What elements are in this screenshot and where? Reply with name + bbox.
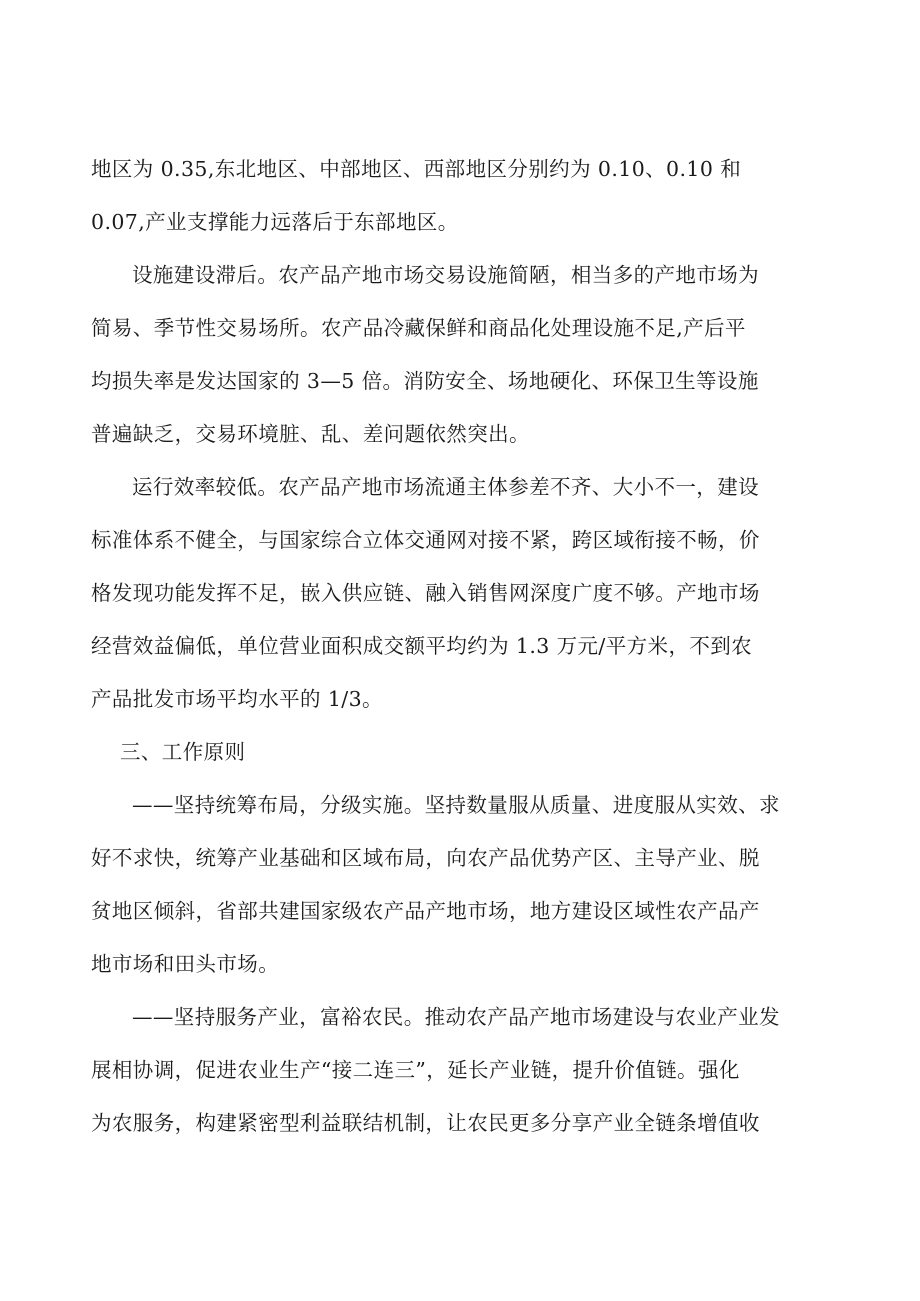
- paragraph-efficiency-line-3: 格发现功能发挥不足，嵌入供应链、融入销售网深度广度不够。产地市场: [91, 581, 760, 605]
- principle-1-line-4: 地市场和田头市场。: [91, 952, 280, 976]
- principle-2-line-1: ——坚持服务产业，富裕农民。推动农产品产地市场建设与农业产业发: [132, 1005, 780, 1029]
- principle-2-line-3: 为农服务，构建紧密型利益联结机制，让农民更多分享产业全链条增值收: [91, 1111, 760, 1135]
- paragraph-facilities-line-2: 简易、季节性交易场所。农产品冷藏保鲜和商品化处理设施不足,产后平: [91, 316, 746, 340]
- paragraph-efficiency-line-5: 产品批发市场平均水平的 1/3。: [91, 687, 383, 711]
- principle-1-line-3: 贫地区倾斜，省部共建国家级农产品产地市场，地方建设区域性农产品产: [91, 899, 760, 923]
- paragraph-facilities-line-3: 均损失率是发达国家的 3—5 倍。消防安全、场地硬化、环保卫生等设施: [91, 369, 759, 393]
- principle-2-line-2: 展相协调，促进农业生产“接二连三”，延长产业链，提升价值链。强化: [91, 1058, 740, 1082]
- paragraph-efficiency-line-2: 标准体系不健全，与国家综合立体交通网对接不紧，跨区域衔接不畅，价: [91, 528, 760, 552]
- paragraph-efficiency-line-4: 经营效益偏低，单位营业面积成交额平均约为 1.3 万元/平方米，不到农: [91, 634, 753, 658]
- paragraph-intro-line-1: 地区为 0.35,东北地区、中部地区、西部地区分别约为 0.10、0.10 和: [91, 157, 742, 181]
- principle-1-line-2: 好不求快，统筹产业基础和区域布局，向农产品优势产区、主导产业、脱: [91, 846, 760, 870]
- paragraph-facilities-line-4: 普遍缺乏，交易环境脏、乱、差问题依然突出。: [91, 422, 530, 446]
- paragraph-efficiency-line-1: 运行效率较低。农产品产地市场流通主体参差不齐、大小不一，建设: [132, 475, 759, 499]
- paragraph-intro-line-2: 0.07,产业支撑能力远落后于东部地区。: [91, 210, 459, 234]
- principle-1-line-1: ——坚持统筹布局，分级实施。坚持数量服从质量、进度服从实效、求: [132, 793, 780, 817]
- paragraph-facilities-line-1: 设施建设滞后。农产品产地市场交易设施简陋，相当多的产地市场为: [132, 263, 759, 287]
- section-heading: 三、工作原则: [120, 740, 246, 764]
